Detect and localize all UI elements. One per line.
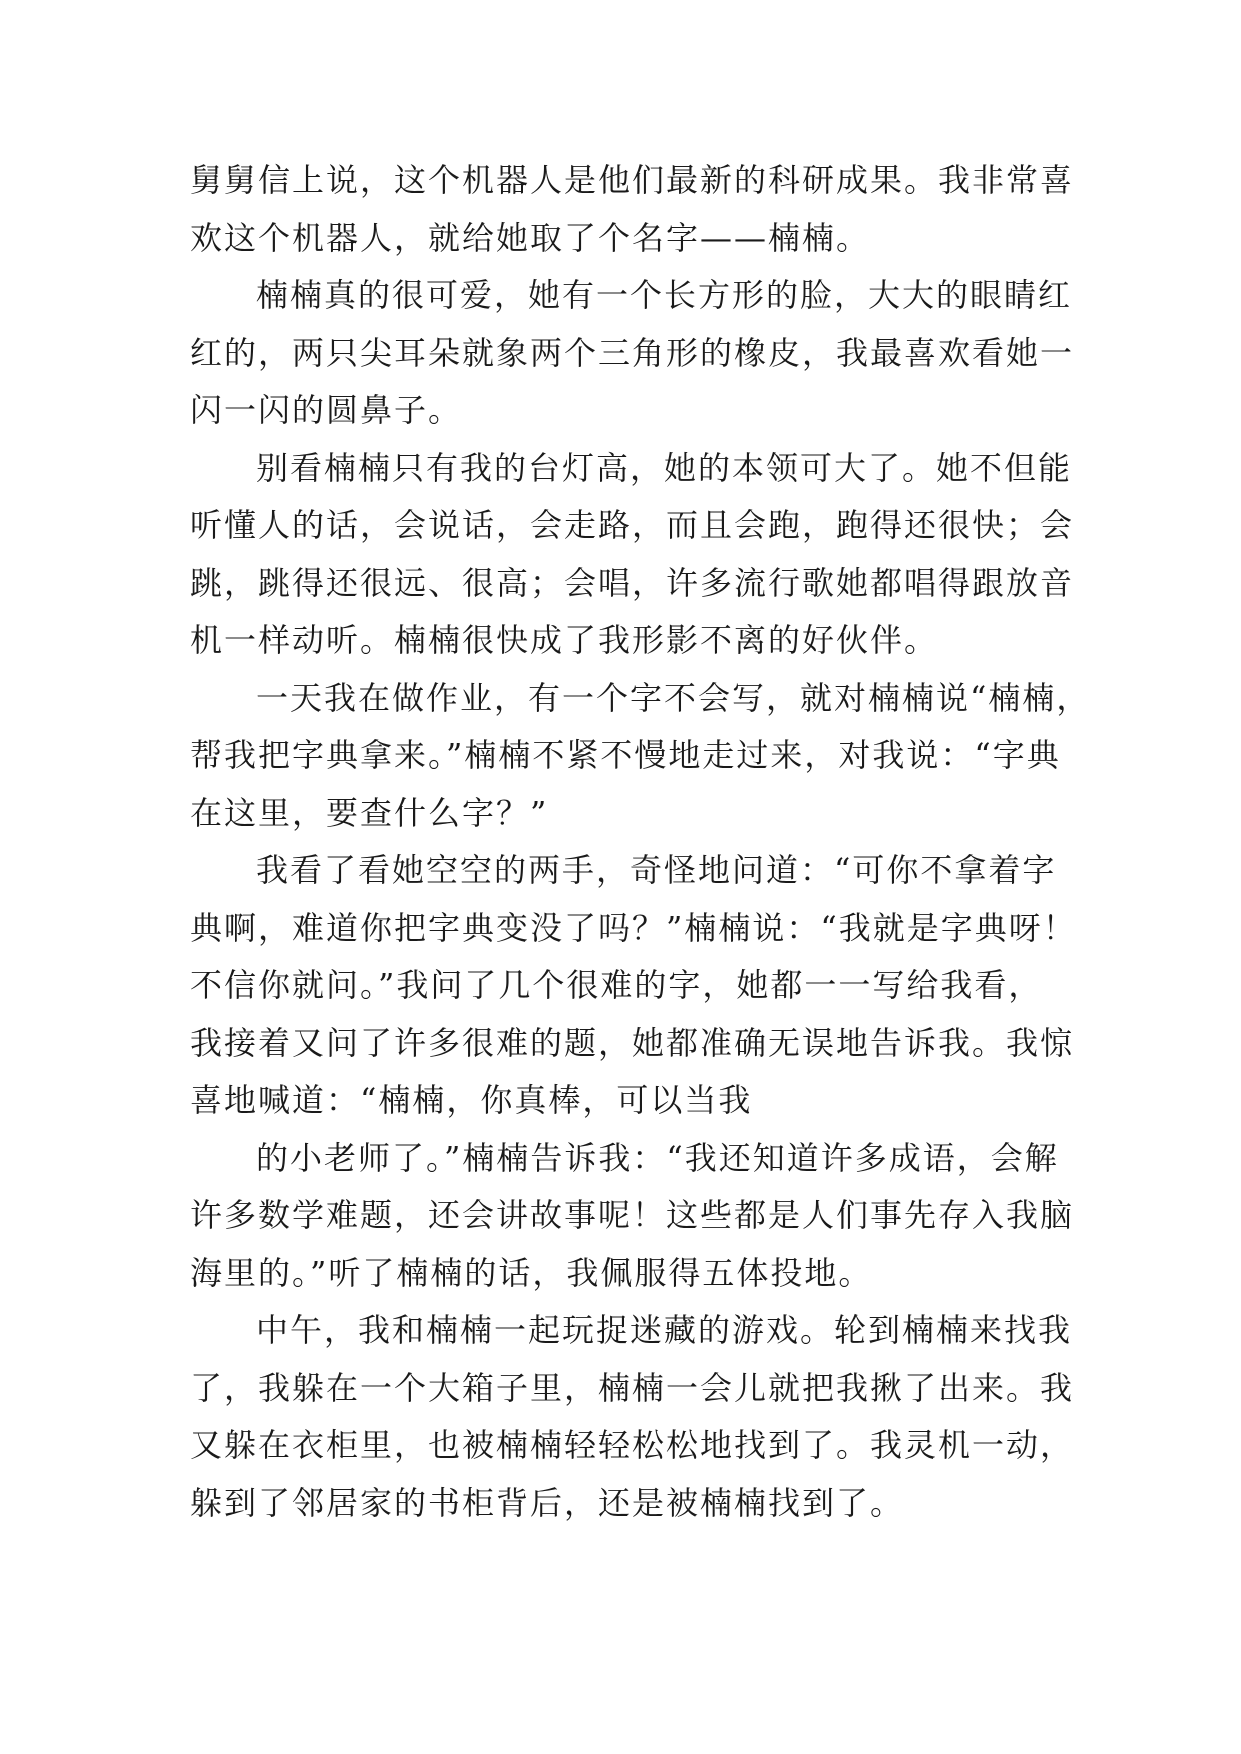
essay-body [190,152,1091,1532]
paragraph-start-line: 一天我在做作业，有一个字不会写，就对楠楠说“楠楠， [256,678,1091,717]
text-line: 又躲在衣柜里，也被楠楠轻轻松松地找到了。我灵机一动， [190,1426,1075,1464]
text-line: 我接着又问了许多很难的题，她都准确无误地告诉我。我惊 [190,1023,1075,1062]
text-line: 海里的。”听了楠楠的话，我佩服得五体投地。 [190,1253,873,1292]
text-line: 红的，两只尖耳朵就象两个三角形的橡皮，我最喜欢看她一 [190,333,1075,372]
text-line: 闪一闪的圆鼻子。 [190,391,463,429]
text-line: 欢这个机器人，就给她取了个名字——楠楠。 [190,218,871,257]
text-line: 许多数学难题，还会讲故事呢！这些都是人们事先存入我脑 [190,1196,1075,1234]
text-line: 不信你就问。”我问了几个很难的字，她都一一写给我看， [190,966,1043,1004]
text-line: 听懂人的话，会说话，会走路，而且会跑，跑得还很快；会 [190,506,1075,544]
text-line: 舅舅信上说，这个机器人是他们最新的科研成果。我非常喜 [190,161,1075,199]
text-line: 机一样动听。楠楠很快成了我形影不离的好伙伴。 [190,621,939,659]
text-line: 躲到了邻居家的书柜背后，还是被楠楠找到了。 [190,1483,905,1522]
text-line: 在这里，要查什么字？” [190,793,549,832]
paragraph-start-line: 我看了看她空空的两手，奇怪地问道：“可你不拿着字 [256,851,1057,889]
text-line: 跳，跳得还很远、很高；会唱，许多流行歌她都唱得跟放音 [190,563,1075,602]
paragraph-start-line: 楠楠真的很可爱，她有一个长方形的脸，大大的眼睛红 [256,276,1073,314]
text-line: 喜地喊道：“楠楠，你真棒，可以当我 [190,1081,753,1119]
text-line: 了，我躲在一个大箱子里，楠楠一会儿就把我揪了出来。我 [190,1368,1075,1407]
text-line: 典啊，难道你把字典变没了吗？”楠楠说：“我就是字典呀！ [190,908,1077,947]
paragraph-start-line: 别看楠楠只有我的台灯高，她的本领可大了。她不但能 [256,448,1073,487]
paragraph-start-line: 的小老师了。”楠楠告诉我：“我还知道许多成语，会解 [256,1138,1059,1177]
paragraph-start-line: 中午，我和楠楠一起玩捉迷藏的游戏。轮到楠楠来找我 [256,1311,1073,1349]
text-line: 帮我把字典拿来。”楠楠不紧不慢地走过来，对我说：“字典 [190,736,1061,774]
